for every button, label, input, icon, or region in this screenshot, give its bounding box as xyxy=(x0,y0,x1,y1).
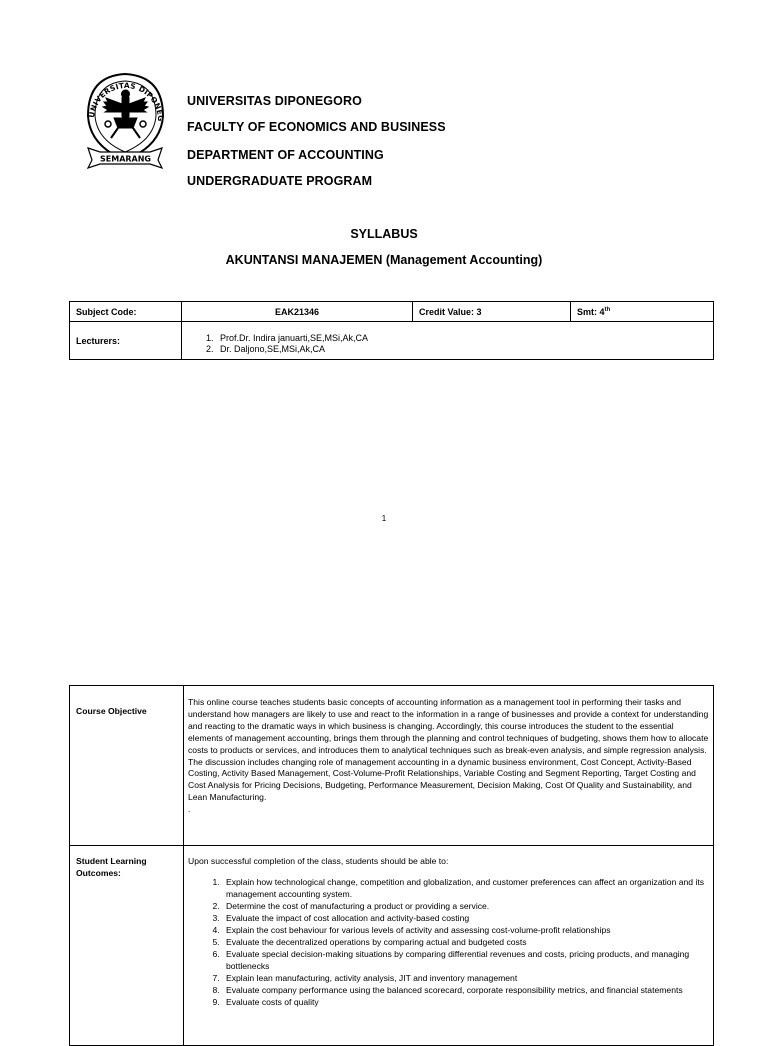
semester-suffix: th xyxy=(604,307,611,313)
program-name: UNDERGRADUATE PROGRAM xyxy=(187,174,373,188)
lecturers-label: Lecturers: xyxy=(70,322,182,360)
outcome-item: 1. Explain how technological change, competition and globalization, and customer preferences can affect an organization and its management accounting system. xyxy=(222,876,709,900)
learning-outcomes-row xyxy=(70,846,714,1046)
faculty-name: FACULTY OF ECONOMICS AND BUSINESS xyxy=(187,120,446,134)
course-content-table xyxy=(69,685,714,1046)
subject-row xyxy=(70,302,714,322)
learning-outcomes-intro: Upon successful completion of the class, students should be able to: xyxy=(188,856,449,866)
lecturers-cell xyxy=(182,322,714,360)
semester-cell xyxy=(571,302,714,322)
outcome-item: 4. Explain the cost behaviour for various levels of activity and assessing cost-volume-profit relationships xyxy=(222,924,709,936)
subject-code-value: EAK21346 xyxy=(182,302,413,322)
course-info-table xyxy=(69,301,714,360)
lecturer-item: 1. Prof.Dr. Indira januarti,SE,MSi,Ak,CA xyxy=(216,333,707,344)
outcome-item: 3. Evaluate the impact of cost allocation and activity-based costing xyxy=(222,912,709,924)
credit-value: Credit Value: 3 xyxy=(413,302,571,322)
outcome-item: 6. Evaluate special decision-making situations by comparing differential revenues and costs, pricing products, and managing bottlenecks xyxy=(222,948,709,972)
outcome-item: 9. Evaluate costs of quality xyxy=(222,996,709,1008)
outcome-item: 5. Evaluate the decentralized operations by comparing actual and budgeted costs xyxy=(222,936,709,948)
svg-text:UNIVERSITAS DIPONEGORO: UNIVERSITAS DIPONEG xyxy=(86,80,166,122)
course-objective-trailing: . xyxy=(188,804,191,815)
outcome-item: 2. Determine the cost of manufacturing a product or providing a service. xyxy=(222,900,709,912)
course-title: AKUNTANSI MANAJEMEN (Management Accounting) xyxy=(225,253,543,267)
learning-outcomes-cell xyxy=(184,846,714,1046)
department-name: DEPARTMENT OF ACCOUNTING xyxy=(187,148,384,162)
course-objective-cell xyxy=(184,686,714,846)
lecturer-item: 2. Dr. Daljono,SE,MSi,Ak,CA xyxy=(216,344,707,355)
university-name: UNIVERSITAS DIPONEGORO xyxy=(187,94,362,108)
subject-code-label: Subject Code: xyxy=(70,302,182,322)
course-objective-row xyxy=(70,686,714,846)
syllabus-title: SYLLABUS xyxy=(350,227,418,241)
learning-outcomes-list xyxy=(188,876,709,1008)
university-seal-icon xyxy=(78,68,173,173)
learning-outcomes-label: Student Learning Outcomes: xyxy=(70,846,184,1046)
course-objective-label: Course Objective xyxy=(70,686,184,846)
seal-banner-text: SEMARANG xyxy=(100,154,151,164)
outcome-item: 7. Explain lean manufacturing, activity analysis, JIT and inventory management xyxy=(222,972,709,984)
lecturers-row xyxy=(70,322,714,360)
page-number: 1 xyxy=(381,514,387,523)
outcome-item: 8. Evaluate company performance using the balanced scorecard, corporate responsibility metrics, and financial statements xyxy=(222,984,709,996)
semester-value: Smt: 4 xyxy=(577,307,605,317)
course-objective-text: This online course teaches students basic concepts of accounting information as a management tool in performing their tasks and understand how managers are likely to use and react to the information in a range of businesses and provide a context for understanding and reacting to the dramatic ways in which business is changing. Accordingly, this course introduces the student to the essential elements of management accounting, brings them through the planning and control techniques of budgeting, shows them how to allocate costs to products or services, and introduces them to analytical techniques such as break-even analysis, and simple regression analysis. The discussion includes changing role of management accounting in a dynamic business environment, Cost Concept, Activity-Based Costing, Activity Based Management, Cost-Volume-Profit Relationships, Variable Costing and Segment Reporting, Target Costing and Cost Analysis for Pricing Decisions, Budgeting, Performance Measurement, Decision Making, Cost Of Quality and Sustainability, and Lean Manufacturing. xyxy=(188,697,709,803)
